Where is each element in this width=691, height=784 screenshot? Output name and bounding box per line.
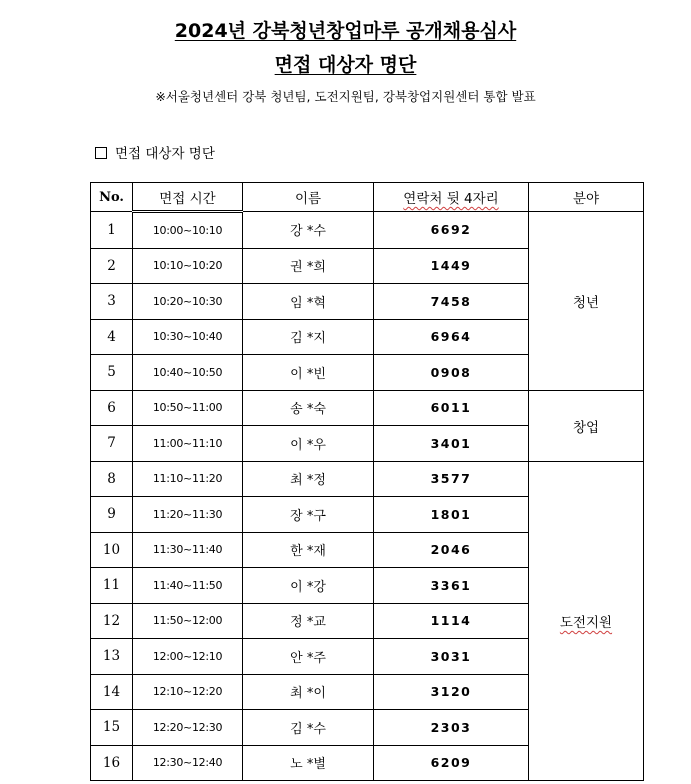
candidate-name: 임 *혁 (243, 284, 374, 320)
header-field: 분야 (529, 183, 644, 212)
phone-last4: 6011 (374, 390, 529, 426)
phone-last4: 6209 (374, 745, 529, 781)
candidate-name: 김 *수 (243, 710, 374, 746)
interview-time: 10:20~10:30 (133, 284, 243, 320)
row-number: 13 (91, 639, 133, 675)
phone-last4: 2303 (374, 710, 529, 746)
header-no: No. (91, 183, 133, 212)
interview-time: 11:50~12:00 (133, 603, 243, 639)
interview-time: 10:50~11:00 (133, 390, 243, 426)
interview-time: 12:10~12:20 (133, 674, 243, 710)
row-number: 4 (91, 319, 133, 355)
phone-last4: 6692 (374, 212, 529, 249)
row-number: 12 (91, 603, 133, 639)
interview-time: 12:00~12:10 (133, 639, 243, 675)
candidate-name: 이 *빈 (243, 355, 374, 391)
phone-last4: 3361 (374, 568, 529, 604)
field-category: 청년 (529, 212, 644, 391)
row-number: 5 (91, 355, 133, 391)
row-number: 8 (91, 461, 133, 497)
row-number: 2 (91, 248, 133, 284)
candidate-name: 이 *강 (243, 568, 374, 604)
section-heading (95, 142, 215, 162)
header-phone-last4: 연락처 뒷 4자리 (374, 183, 529, 212)
candidate-name: 최 *정 (243, 461, 374, 497)
row-number: 15 (91, 710, 133, 746)
checkbox-square-icon (95, 147, 107, 159)
interview-time: 12:20~12:30 (133, 710, 243, 746)
candidate-name: 이 *우 (243, 426, 374, 462)
row-number: 6 (91, 390, 133, 426)
candidate-name: 권 *희 (243, 248, 374, 284)
candidate-name: 김 *지 (243, 319, 374, 355)
row-number: 16 (91, 745, 133, 781)
interview-time: 11:40~11:50 (133, 568, 243, 604)
candidate-name: 장 *구 (243, 497, 374, 533)
announcement-note: ※서울청년센터 강북 청년팀, 도전지원팀, 강북창업지원센터 통합 발표 (155, 89, 536, 104)
row-number: 10 (91, 532, 133, 568)
table-row (91, 212, 644, 249)
phone-last4: 6964 (374, 319, 529, 355)
candidate-name: 정 *교 (243, 603, 374, 639)
row-number: 9 (91, 497, 133, 533)
interview-time: 12:30~12:40 (133, 745, 243, 781)
phone-last4: 1114 (374, 603, 529, 639)
row-number: 7 (91, 426, 133, 462)
interview-time: 11:00~11:10 (133, 426, 243, 462)
phone-last4: 0908 (374, 355, 529, 391)
candidate-name: 강 *수 (243, 212, 374, 249)
interview-time: 11:10~11:20 (133, 461, 243, 497)
interview-time: 11:30~11:40 (133, 532, 243, 568)
row-number: 14 (91, 674, 133, 710)
header-name: 이름 (243, 183, 374, 212)
interview-time: 10:30~10:40 (133, 319, 243, 355)
phone-last4: 7458 (374, 284, 529, 320)
phone-last4: 1801 (374, 497, 529, 533)
row-number: 11 (91, 568, 133, 604)
phone-last4: 3577 (374, 461, 529, 497)
interview-candidates-table (90, 182, 644, 781)
table-row (91, 461, 644, 497)
phone-last4: 3401 (374, 426, 529, 462)
table-header-row (91, 183, 644, 212)
document-subtitle: 면접 대상자 명단 (274, 54, 417, 76)
candidate-name: 노 *별 (243, 745, 374, 781)
phone-last4: 3031 (374, 639, 529, 675)
interview-time: 10:40~10:50 (133, 355, 243, 391)
field-category: 창업 (529, 390, 644, 461)
interview-time: 10:00~10:10 (133, 212, 243, 249)
table-row (91, 390, 644, 426)
candidate-name: 최 *이 (243, 674, 374, 710)
phone-last4: 1449 (374, 248, 529, 284)
section-label: 면접 대상자 명단 (115, 146, 215, 162)
header-interview-time: 면접 시간 (133, 183, 243, 212)
table-body (91, 212, 644, 781)
candidate-name: 송 *숙 (243, 390, 374, 426)
phone-last4: 2046 (374, 532, 529, 568)
candidate-name: 안 *주 (243, 639, 374, 675)
row-number: 1 (91, 212, 133, 249)
candidate-name: 한 *재 (243, 532, 374, 568)
interview-time: 11:20~11:30 (133, 497, 243, 533)
interview-time: 10:10~10:20 (133, 248, 243, 284)
document-title: 2024년 강북청년창업마루 공개채용심사 (174, 20, 517, 42)
field-category: 도전지원 (529, 461, 644, 781)
row-number: 3 (91, 284, 133, 320)
phone-last4: 3120 (374, 674, 529, 710)
